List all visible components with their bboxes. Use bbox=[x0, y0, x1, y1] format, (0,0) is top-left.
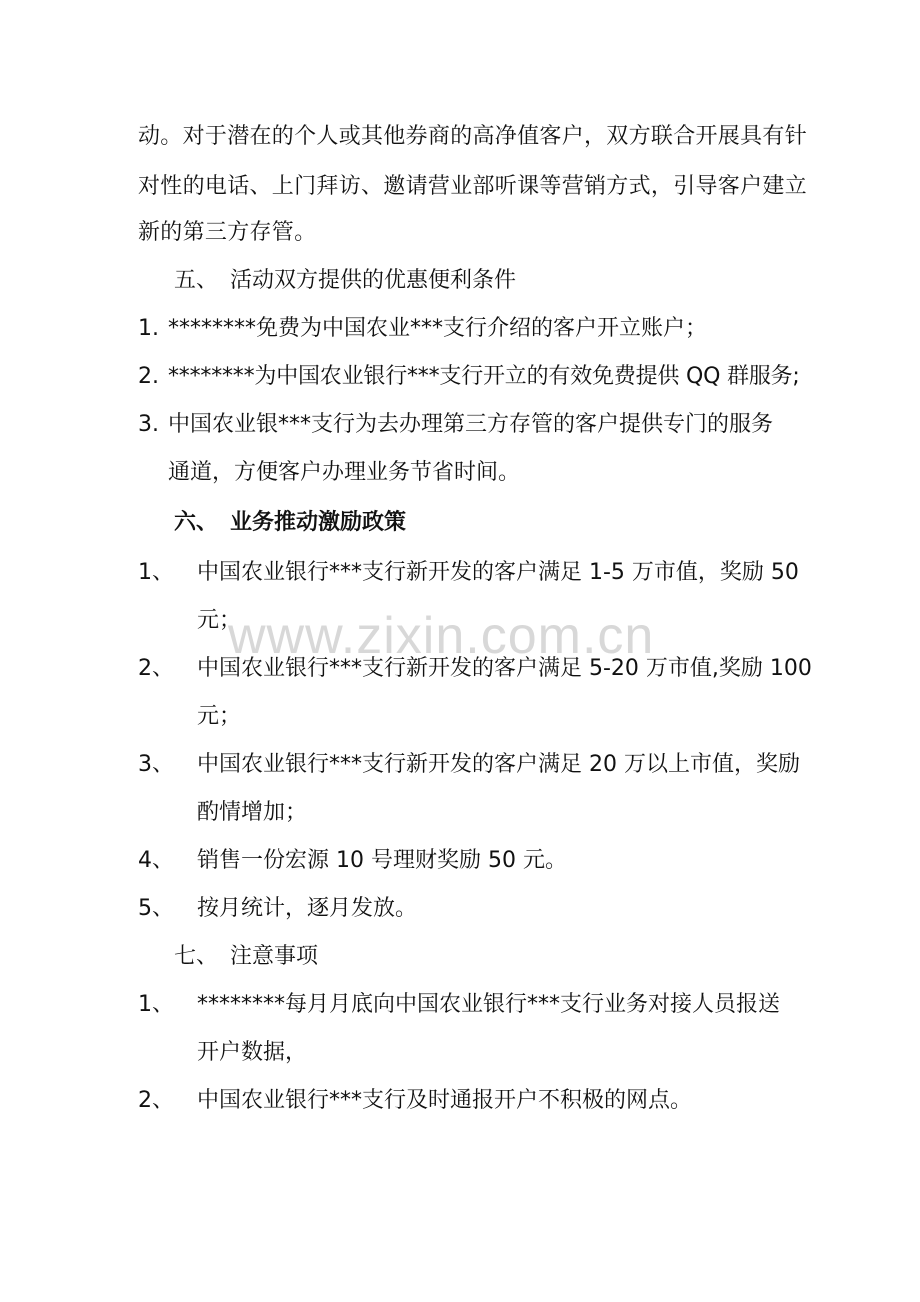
item-number: 3. bbox=[138, 412, 159, 437]
item-text: ********每月月底向中国农业银行***支行业务对接人员报送 bbox=[197, 992, 781, 1017]
item-text: 销售一份宏源 10 号理财奖励 50 元。 bbox=[197, 848, 567, 873]
item-text: 中国农业银行***支行新开发的客户满足 20 万以上市值，奖励 bbox=[197, 752, 800, 777]
intro-line-3: 新的第三方存管。 bbox=[138, 220, 317, 245]
item-number: 2、 bbox=[138, 1088, 174, 1113]
section5-number: 五、 bbox=[174, 268, 219, 293]
item-text-continued: 元； bbox=[197, 704, 242, 729]
item-text: ********免费为中国农业***支行介绍的客户开立账户； bbox=[168, 316, 708, 341]
item-number: 1. bbox=[138, 316, 159, 341]
item-number: 2、 bbox=[138, 656, 174, 681]
item-text-continued: 开户数据， bbox=[197, 1040, 308, 1065]
item-text: 中国农业银行***支行新开发的客户满足 5-20 万市值,奖励 100 bbox=[197, 656, 812, 681]
section7-title: 注意事项 bbox=[230, 944, 319, 969]
intro-line-2: 对性的电话、上门拜访、邀请营业部听课等营销方式，引导客户建立 bbox=[138, 174, 808, 199]
item-text: 中国农业银行***支行及时通报开户不积极的网点。 bbox=[197, 1088, 693, 1113]
section5-title: 活动双方提供的优惠便利条件 bbox=[230, 268, 517, 293]
item-number: 1、 bbox=[138, 560, 174, 585]
item-number: 5、 bbox=[138, 896, 174, 921]
section6-title: 业务推动激励政策 bbox=[230, 510, 407, 535]
item-text: 中国农业银行***支行新开发的客户满足 1-5 万市值，奖励 50 bbox=[197, 560, 799, 585]
item-text-continued: 元； bbox=[197, 608, 242, 633]
item-text-continued: 酌情增加； bbox=[197, 800, 308, 825]
item-text-continued: 通道，方便客户办理业务节省时间。 bbox=[168, 460, 521, 485]
item-text: 按月统计，逐月发放。 bbox=[197, 896, 418, 921]
item-text: 中国农业银***支行为去办理第三方存管的客户提供专门的服务 bbox=[168, 412, 774, 437]
item-text: ********为中国农业银行***支行开立的有效免费提供 QQ 群服务; bbox=[168, 364, 800, 389]
watermark: www.zixin.com.cn bbox=[228, 607, 655, 665]
section7-number: 七、 bbox=[174, 944, 219, 969]
item-number: 3、 bbox=[138, 752, 174, 777]
intro-line-1: 动。对于潜在的个人或其他券商的高净值客户，双方联合开展具有针 bbox=[138, 124, 808, 149]
item-number: 2. bbox=[138, 364, 159, 389]
section6-number: 六、 bbox=[174, 510, 219, 535]
item-number: 1、 bbox=[138, 992, 174, 1017]
item-number: 4、 bbox=[138, 848, 174, 873]
